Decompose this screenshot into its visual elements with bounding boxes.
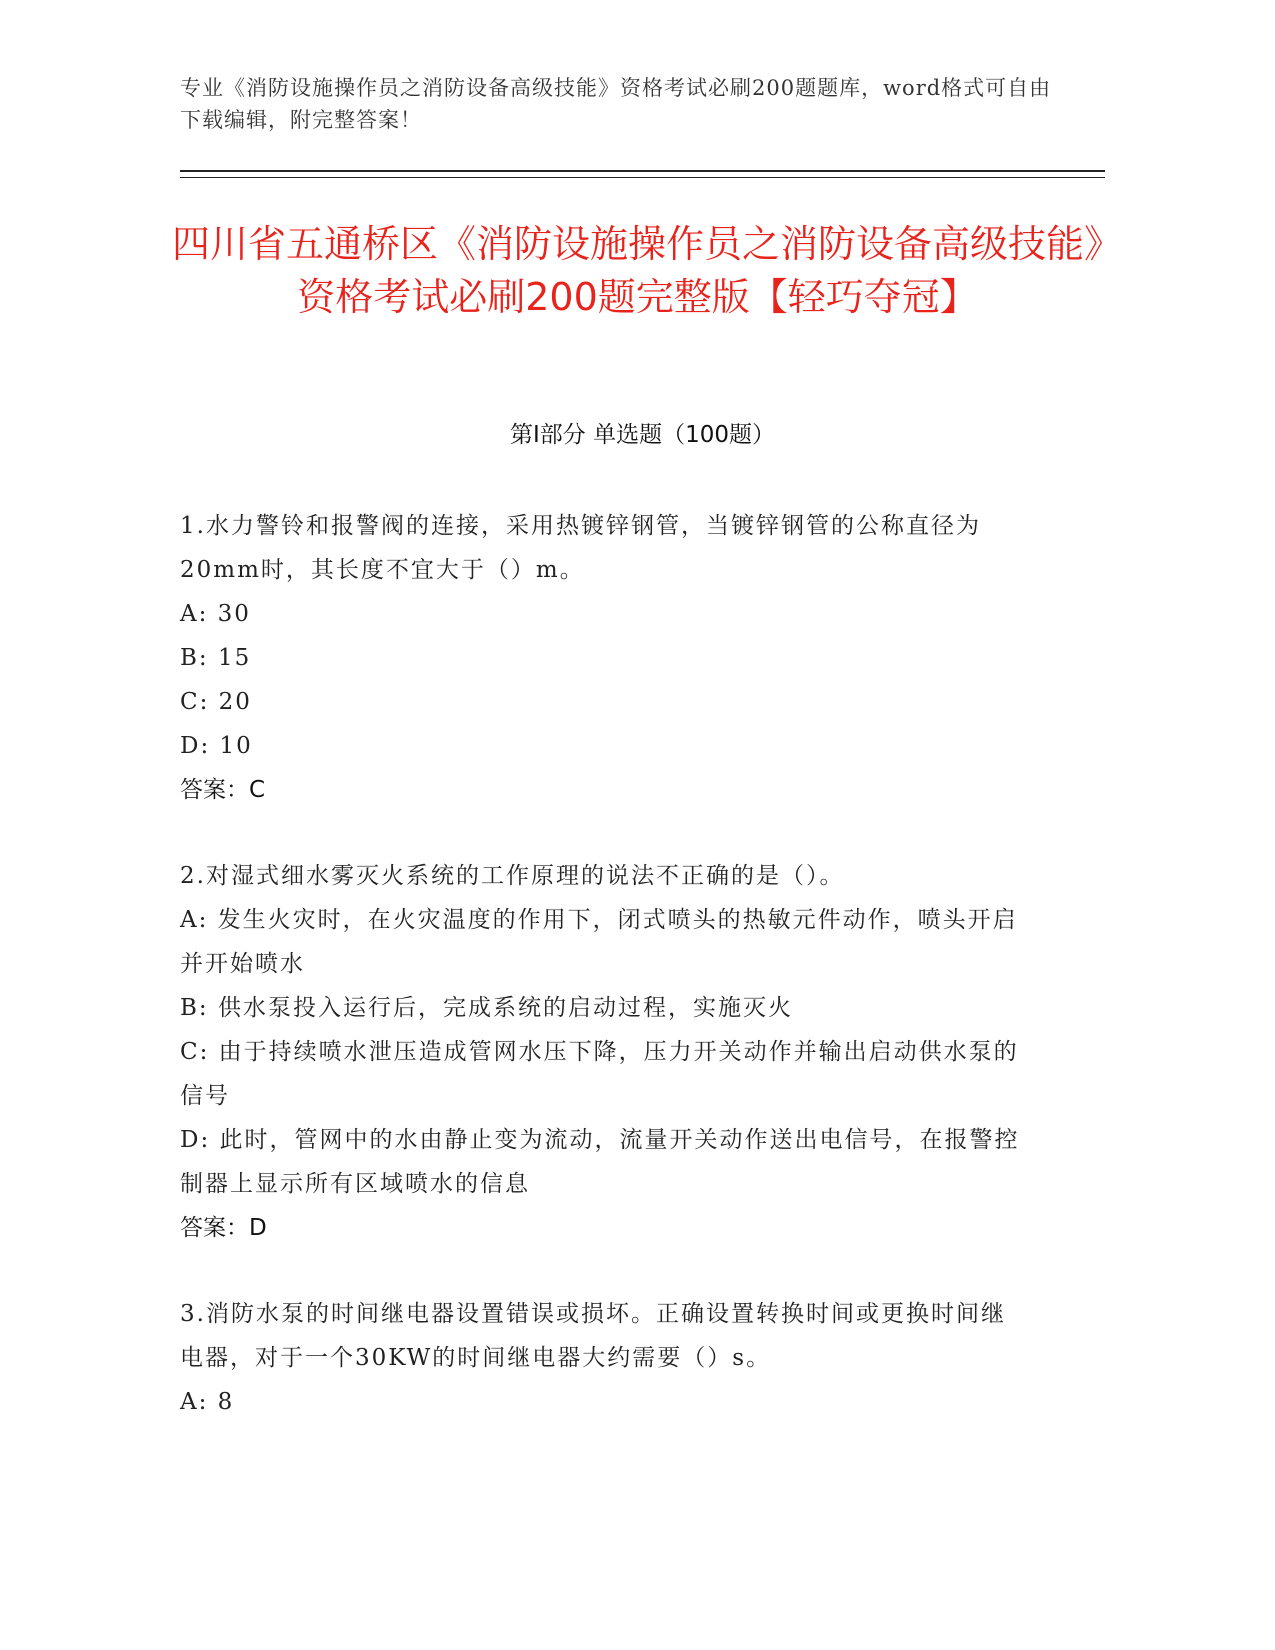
question-3 (180, 1292, 1030, 1424)
document-title: 四川省五通桥区《消防设施操作员之消防设备高级技能》资格考试必刷200题完整版【轻巧夺冠】 (171, 222, 1103, 319)
option-b: B: 供水泵投入运行后，完成系统的启动过程，实施灭火 (180, 995, 793, 1021)
answer-line: 答案：C (180, 777, 266, 803)
option-c: C: 由于持续喷水泄压造成管网水压下降，压力开关动作并输出启动供水泵的信号 (180, 1039, 1019, 1109)
question-stem: 1.水力警铃和报警阀的连接，采用热镀锌钢管，当镀锌钢管的公称直径为20mm时，其长度不宜大于（）m。 (180, 513, 981, 583)
option-c: C: 20 (180, 689, 252, 715)
answer-line: 答案：D (180, 1215, 267, 1241)
header-divider-thick (180, 170, 1105, 172)
question-list (180, 504, 1030, 1466)
option-d: D: 10 (180, 733, 253, 759)
option-a: A: 发生火灾时，在火灾温度的作用下，闭式喷头的热敏元件动作，喷头开启并开始喷水 (180, 907, 1018, 977)
question-2 (180, 854, 1030, 1250)
question-stem: 3.消防水泵的时间继电器设置错误或损坏。正确设置转换时间或更换时间继电器，对于一个30KW的时间继电器大约需要（）s。 (180, 1301, 1006, 1371)
option-a: A: 30 (180, 601, 251, 627)
section-title: 第I部分 单选题（100题） (510, 422, 775, 448)
header-note: 专业《消防设施操作员之消防设备高级技能》资格考试必刷200题题库，word格式可自由下载编辑，附完整答案！ (180, 76, 1052, 132)
option-d: D: 此时，管网中的水由静止变为流动，流量开关动作送出电信号，在报警控制器上显示所有区域喷水的信息 (180, 1127, 1020, 1197)
question-stem: 2.对湿式细水雾灭火系统的工作原理的说法不正确的是（）。 (180, 863, 845, 889)
option-a: A: 8 (180, 1389, 235, 1415)
header-divider-thin (180, 177, 1105, 178)
question-1 (180, 504, 1030, 812)
option-b: B: 15 (180, 645, 252, 671)
